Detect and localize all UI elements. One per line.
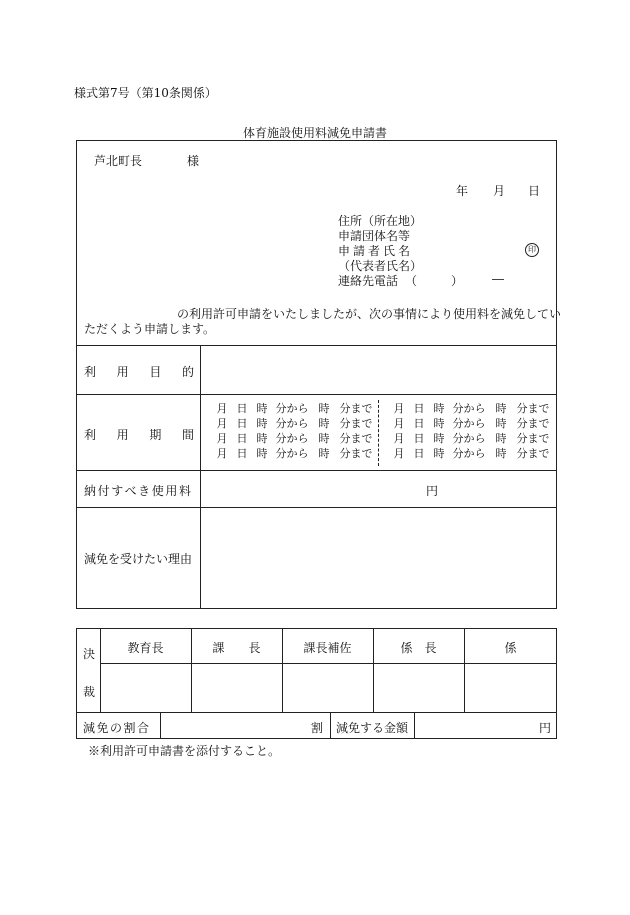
- reduction-ratio-unit: 割: [311, 721, 324, 735]
- period-row[interactable]: 月 日 時 分から 時 分まで: [393, 432, 550, 445]
- divider-header: [76, 345, 557, 346]
- period-grid-right: [389, 401, 553, 461]
- approval-col-deputy-chief: 課長補佐: [303, 641, 352, 655]
- reason-label: 減免を受けたい理由: [84, 552, 193, 566]
- reduction-row-divider: [330, 713, 331, 739]
- attachment-note: ※利用許可申請書を添付すること。: [88, 744, 281, 758]
- period-row[interactable]: 月 日 時 分から 時 分まで: [216, 417, 373, 430]
- statement-line-2: ただくよう申請します。: [84, 322, 216, 336]
- approval-col-subsection-chief: 係 長: [400, 641, 437, 655]
- applicant-phone-label: 連絡先電話: [338, 274, 399, 288]
- period-row[interactable]: 月 日 時 分から 時 分まで: [393, 447, 550, 460]
- reduction-amount-label: 減免する金額: [336, 721, 409, 735]
- approval-col-section-chief: 課 長: [212, 641, 261, 655]
- form-number: 様式第7号（第10条関係）: [74, 86, 217, 100]
- period-label: 利 用 期 間: [84, 428, 194, 442]
- applicant-address-label: 住所（所在地）: [338, 214, 423, 228]
- reduction-row-divider: [160, 713, 161, 739]
- reduction-ratio-label: 減免の割合: [83, 721, 151, 735]
- phone-dash: ―: [492, 272, 504, 286]
- divider-fee: [76, 507, 557, 508]
- seal-mark: 印: [525, 243, 539, 257]
- applicant-group-label: 申請団体名等: [338, 229, 411, 243]
- applicant-name-label: 申請者氏名: [338, 244, 414, 258]
- period-column-divider: [378, 400, 379, 466]
- period-row[interactable]: 月 日 時 分から 時 分まで: [393, 402, 550, 415]
- period-row[interactable]: 月 日 時 分から 時 分まで: [216, 402, 373, 415]
- purpose-value-field[interactable]: [202, 347, 554, 392]
- applicant-representative-label: （代表者氏名）: [338, 259, 423, 273]
- date-day: 日: [528, 184, 541, 198]
- purpose-label: 利 用 目 的: [84, 365, 194, 379]
- period-grid-left: [212, 401, 376, 461]
- fee-label: 納付すべき使用料: [84, 484, 193, 498]
- approval-col-staff: 係: [504, 641, 517, 655]
- approval-label-bottom: 裁: [83, 685, 96, 699]
- approval-col-superintendent: 教育長: [127, 641, 164, 655]
- fee-unit: 円: [426, 484, 439, 498]
- date-year: 年: [456, 184, 469, 198]
- statement-line-1: の利用許可申請をいたしましたが、次の事情により使用料を減免してい: [177, 307, 562, 321]
- date-month: 月: [493, 184, 506, 198]
- approval-header-divider: [100, 663, 557, 664]
- reduction-row-divider: [414, 713, 415, 739]
- label-column-divider: [200, 345, 201, 609]
- addressee-town: 芦北町長: [94, 154, 143, 168]
- period-row[interactable]: 月 日 時 分から 時 分まで: [393, 417, 550, 430]
- divider-period: [76, 470, 557, 471]
- period-row[interactable]: 月 日 時 分から 時 分まで: [216, 432, 373, 445]
- phone-paren-close: ）: [451, 274, 464, 288]
- divider-purpose: [76, 394, 557, 395]
- form-title: 体育施設使用料減免申請書: [242, 126, 387, 140]
- reduction-amount-unit: 円: [539, 721, 552, 735]
- phone-paren-open: （: [405, 274, 418, 288]
- period-row[interactable]: 月 日 時 分から 時 分まで: [216, 447, 373, 460]
- addressee-honorific: 様: [187, 154, 200, 168]
- reason-value-field[interactable]: [202, 509, 554, 607]
- approval-label-top: 決: [83, 647, 96, 661]
